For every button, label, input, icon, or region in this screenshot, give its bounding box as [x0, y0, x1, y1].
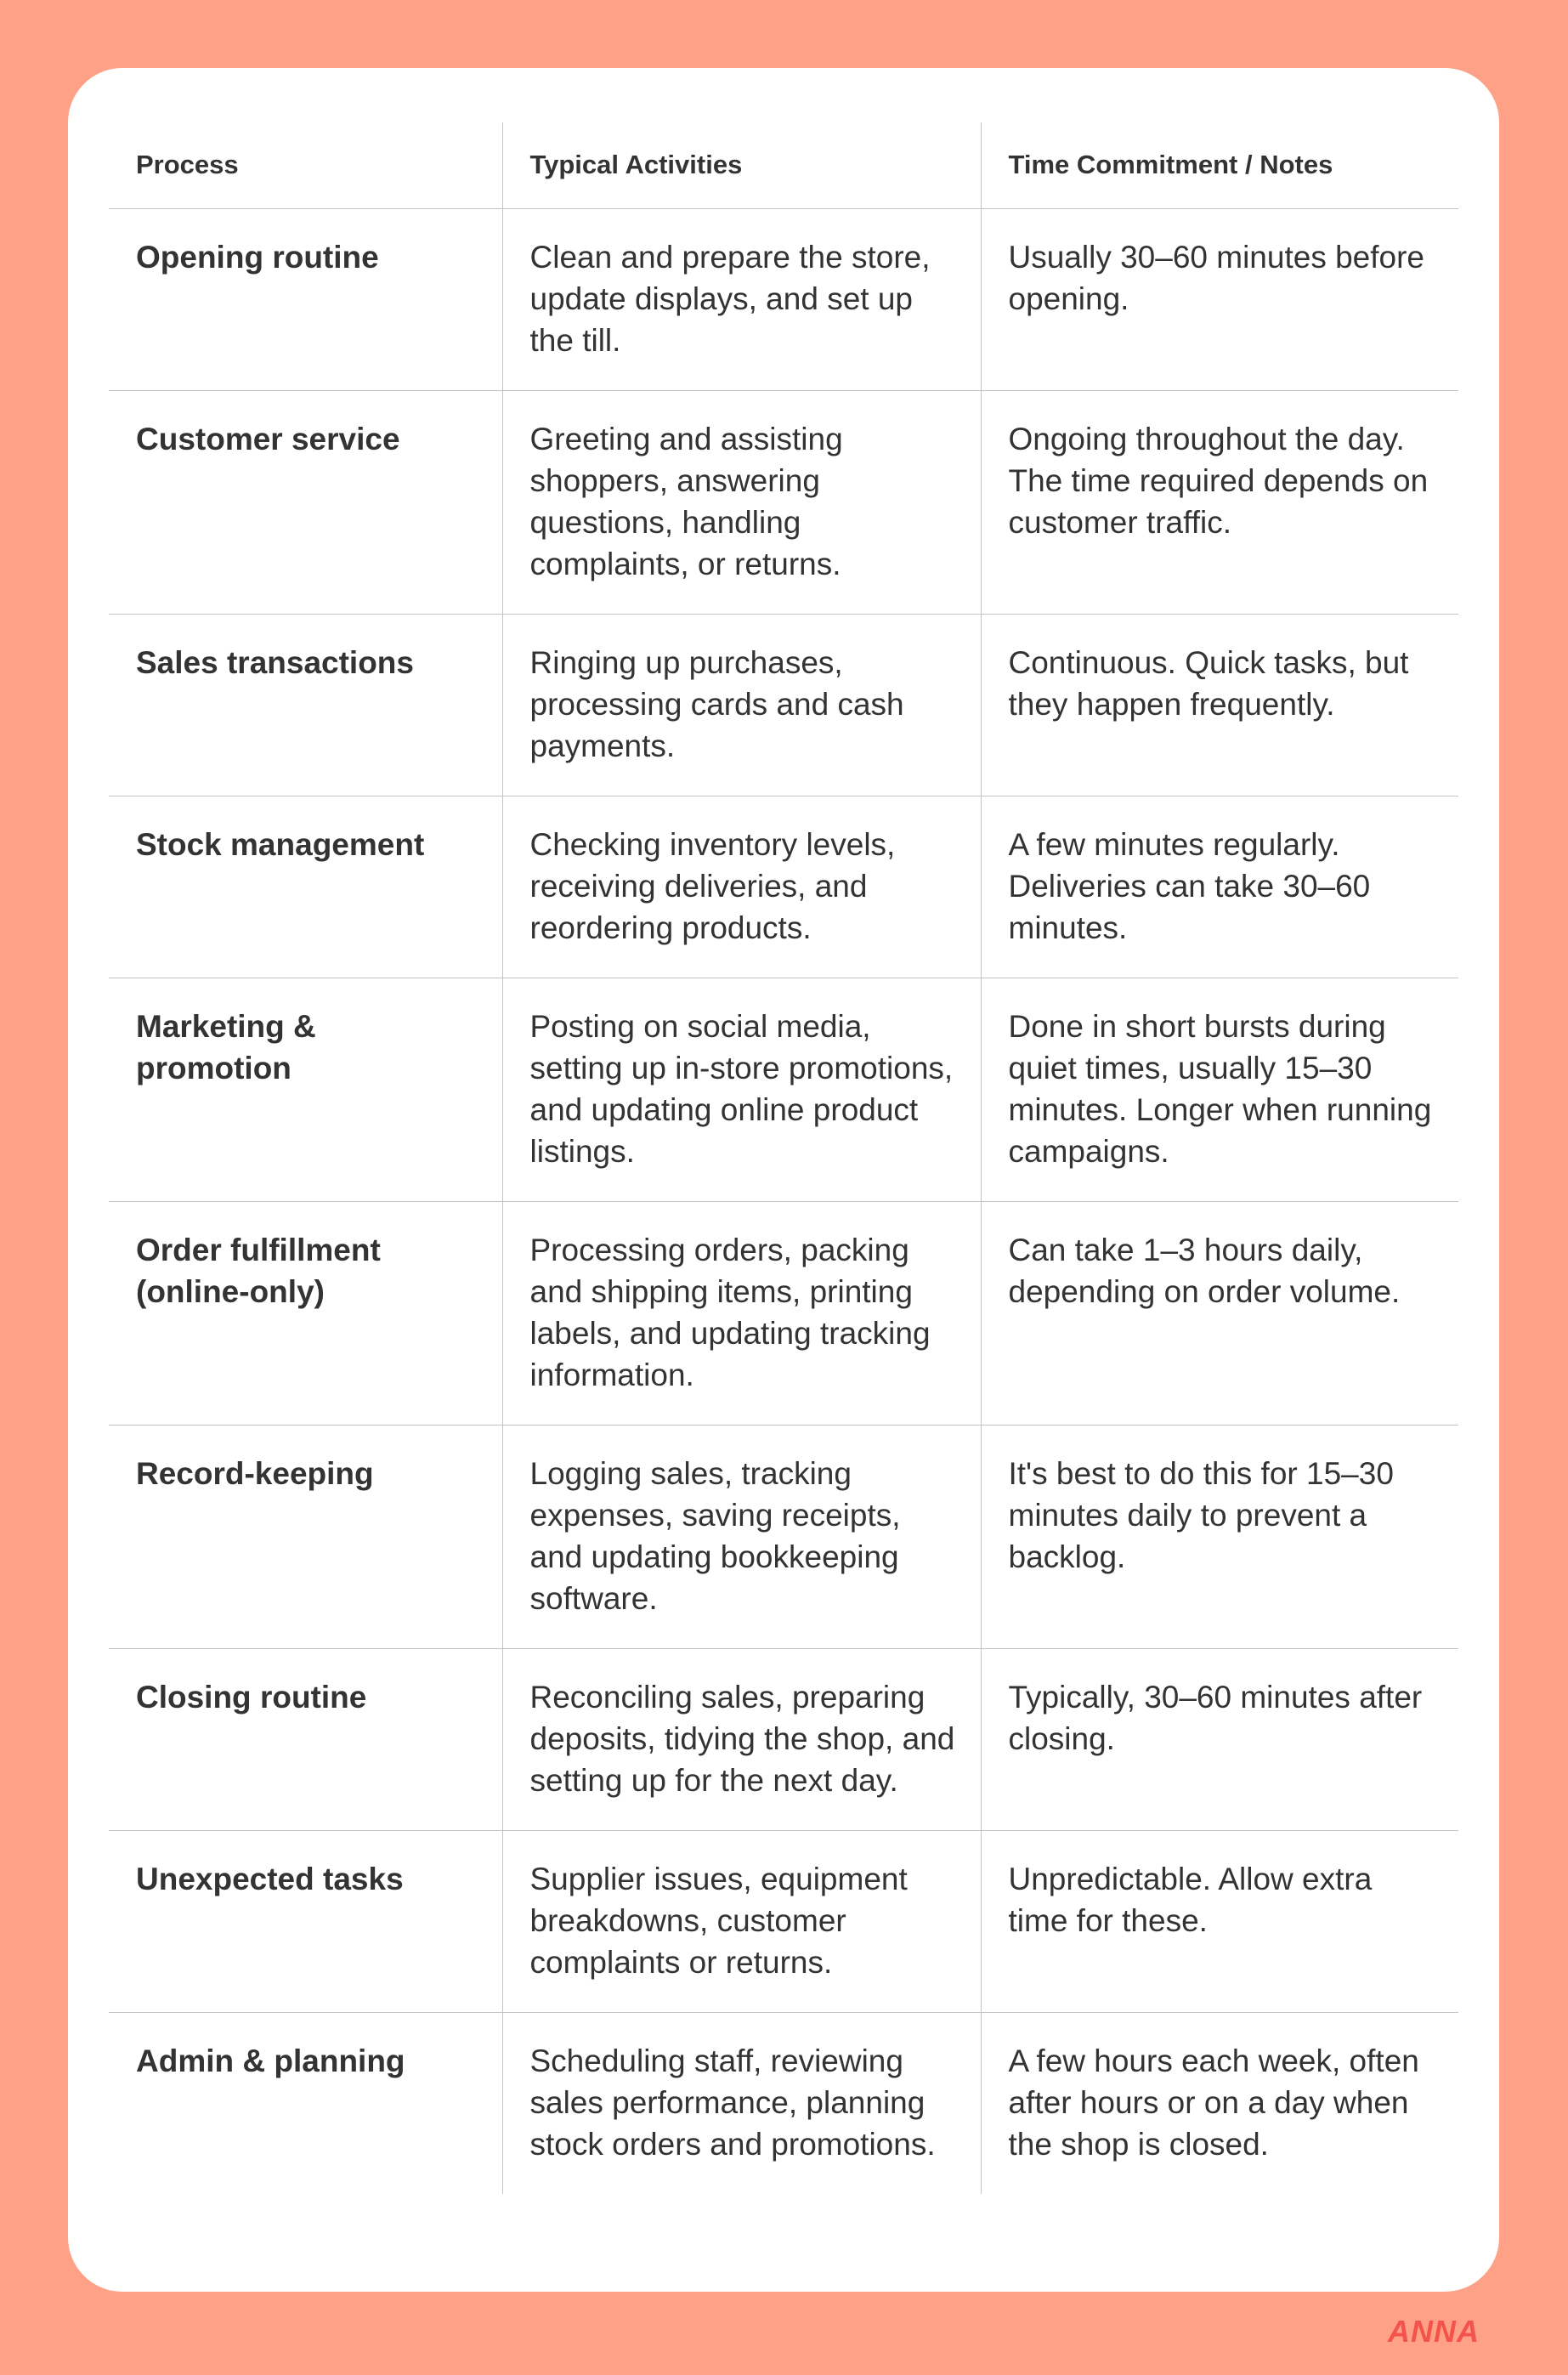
process-table: [109, 122, 1458, 2194]
activities-cell: Processing orders, packing and shipping items, printing labels, and updating tracking information.: [502, 1201, 981, 1425]
header-typical-activities: Typical Activities: [502, 122, 981, 208]
table-row: [109, 1201, 1458, 1425]
table-row: [109, 614, 1458, 796]
process-cell: Marketing & promotion: [109, 978, 502, 1201]
table-row: [109, 978, 1458, 1201]
table-row: [109, 2012, 1458, 2194]
notes-cell: Can take 1–3 hours daily, depending on order volume.: [981, 1201, 1458, 1425]
content-card: [68, 68, 1499, 2292]
activities-cell: Logging sales, tracking expenses, saving receipts, and updating bookkeeping software.: [502, 1425, 981, 1648]
process-cell: Record-keeping: [109, 1425, 502, 1648]
notes-cell: Usually 30–60 minutes before opening.: [981, 208, 1458, 390]
process-cell: Admin & planning: [136, 2043, 405, 2078]
activities-cell: Checking inventory levels, receiving deliveries, and reordering products.: [502, 796, 981, 978]
table-row: [109, 390, 1458, 614]
process-cell: Customer service: [109, 390, 502, 614]
header-time-commitment: Time Commitment / Notes: [981, 122, 1458, 208]
table-row: [109, 208, 1458, 390]
activities-cell: Greeting and assisting shoppers, answering questions, handling complaints, or returns.: [502, 390, 981, 614]
table-row: [109, 1425, 1458, 1648]
activities-cell: Clean and prepare the store, update displays, and set up the till.: [502, 208, 981, 390]
anna-logo: ANNA: [1388, 2314, 1480, 2349]
activities-cell: Scheduling staff, reviewing sales performance, planning stock orders and promotions.: [502, 2012, 981, 2194]
notes-cell: Unpredictable. Allow extra time for these.: [981, 1830, 1458, 2012]
process-cell: Stock management: [109, 796, 502, 978]
process-cell: Unexpected tasks: [109, 1830, 502, 2012]
notes-cell: Typically, 30–60 minutes after closing.: [981, 1648, 1458, 1830]
table-row: [109, 1830, 1458, 2012]
activities-cell: Ringing up purchases, processing cards and cash payments.: [502, 614, 981, 796]
header-process: Process: [109, 122, 502, 208]
notes-cell: Done in short bursts during quiet times, usually 15–30 minutes. Longer when running campaigns.: [981, 978, 1458, 1201]
notes-cell: It's best to do this for 15–30 minutes daily to prevent a backlog.: [981, 1425, 1458, 1648]
activities-cell: Supplier issues, equipment breakdowns, customer complaints or returns.: [502, 1830, 981, 2012]
process-cell: Closing routine: [109, 1648, 502, 1830]
table-row: [109, 796, 1458, 978]
notes-cell: A few hours each week, often after hours or on a day when the shop is closed.: [981, 2012, 1458, 2194]
notes-cell: Continuous. Quick tasks, but they happen frequently.: [981, 614, 1458, 796]
activities-cell: Posting on social media, setting up in-store promotions, and updating online product listings.: [502, 978, 981, 1201]
notes-cell: Ongoing throughout the day. The time required depends on customer traffic.: [981, 390, 1458, 614]
process-cell: Order fulfillment (online-only): [109, 1201, 502, 1425]
notes-cell: A few minutes regularly. Deliveries can take 30–60 minutes.: [981, 796, 1458, 978]
process-cell: Sales transactions: [109, 614, 502, 796]
process-cell: Opening routine: [109, 208, 502, 390]
table-header-row: [109, 122, 1458, 208]
activities-cell: Reconciling sales, preparing deposits, tidying the shop, and setting up for the next day.: [502, 1648, 981, 1830]
table-row: [109, 1648, 1458, 1830]
